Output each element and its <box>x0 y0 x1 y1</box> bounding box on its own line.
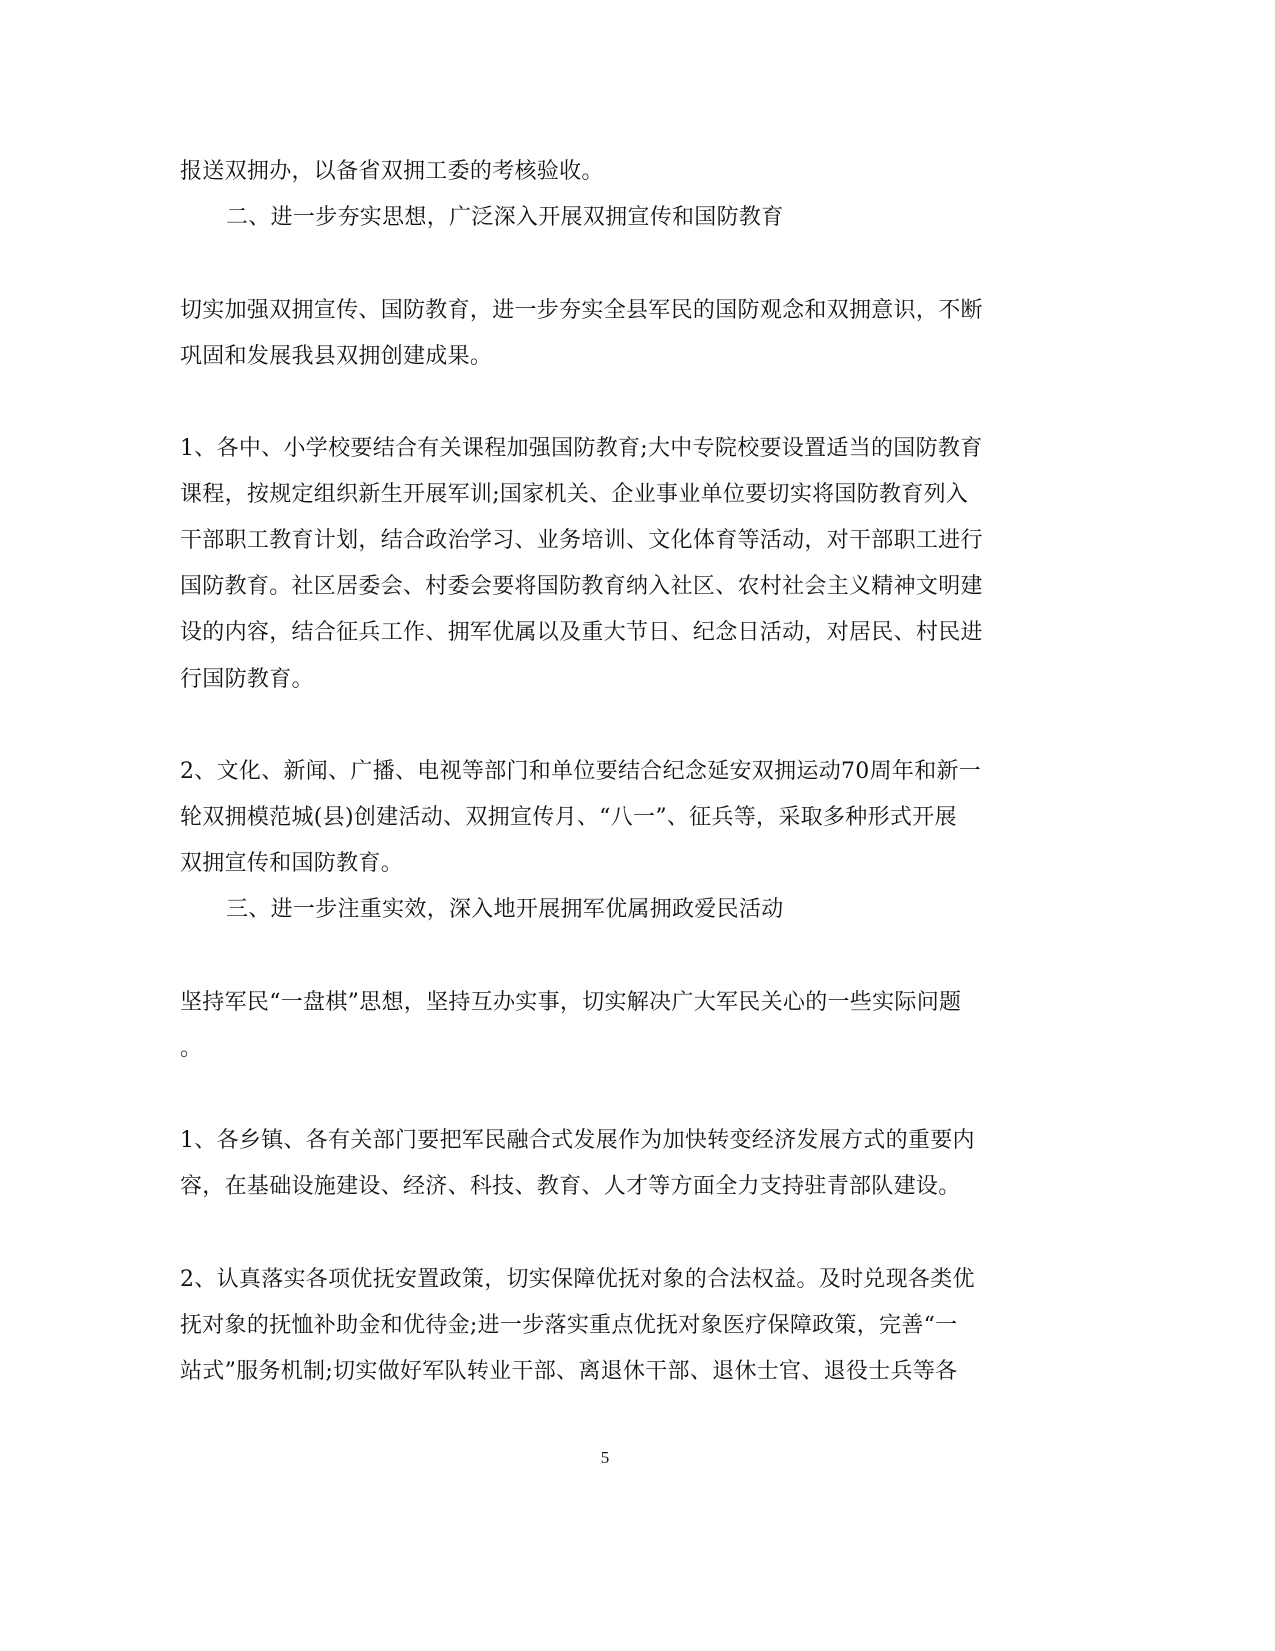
text-line: 2、认真落实各项优抚安置政策，切实保障优抚对象的合法权益。及时兑现各类优 <box>180 1267 975 1292</box>
section-heading: 二、进一步夯实思想，广泛深入开展双拥宣传和国防教育 <box>226 205 784 230</box>
text-line: 坚持军民“一盘棋”思想，坚持互办实事，切实解决广大军民关心的一些实际问题 <box>180 990 962 1015</box>
text-line: 站式”服务机制;切实做好军队转业干部、离退休干部、退休士官、退役士兵等各 <box>180 1359 958 1384</box>
page-number: 5 <box>600 1448 610 1467</box>
text-line: 抚对象的抚恤补助金和优待金;进一步落实重点优抚对象医疗保障政策，完善“一 <box>180 1313 958 1338</box>
text-line: 课程，按规定组织新生开展军训;国家机关、企业事业单位要切实将国防教育列入 <box>180 482 969 507</box>
text-line: 。 <box>180 1036 203 1061</box>
text-line: 干部职工教育计划，结合政治学习、业务培训、文化体育等活动，对干部职工进行 <box>180 528 983 553</box>
text-line: 巩固和发展我县双拥创建成果。 <box>180 344 493 369</box>
text-line: 设的内容，结合征兵工作、拥军优属以及重大节日、纪念日活动，对居民、村民进 <box>180 620 983 645</box>
text-line: 1、各中、小学校要结合有关课程加强国防教育;大中专院校要设置适当的国防教育 <box>180 436 983 461</box>
text-line: 报送双拥办，以备省双拥工委的考核验收。 <box>180 159 604 184</box>
text-line: 2、文化、新闻、广播、电视等部门和单位要结合纪念延安双拥运动70周年和新一 <box>180 759 982 784</box>
text-line: 1、各乡镇、各有关部门要把军民融合式发展作为加快转变经济发展方式的重要内 <box>180 1128 975 1153</box>
text-line: 切实加强双拥宣传、国防教育，进一步夯实全县军民的国防观念和双拥意识，不断 <box>180 298 983 323</box>
text-line: 容，在基础设施建设、经济、科技、教育、人才等方面全力支持驻青部队建设。 <box>180 1174 961 1199</box>
text-line: 国防教育。社区居委会、村委会要将国防教育纳入社区、农村社会主义精神文明建 <box>180 574 983 599</box>
text-line: 双拥宣传和国防教育。 <box>180 851 404 876</box>
text-line: 行国防教育。 <box>180 667 314 692</box>
text-line: 轮双拥模范城(县)创建活动、双拥宣传月、“八一”、征兵等，采取多种形式开展 <box>180 805 957 830</box>
section-heading: 三、进一步注重实效，深入地开展拥军优属拥政爱民活动 <box>226 897 784 922</box>
